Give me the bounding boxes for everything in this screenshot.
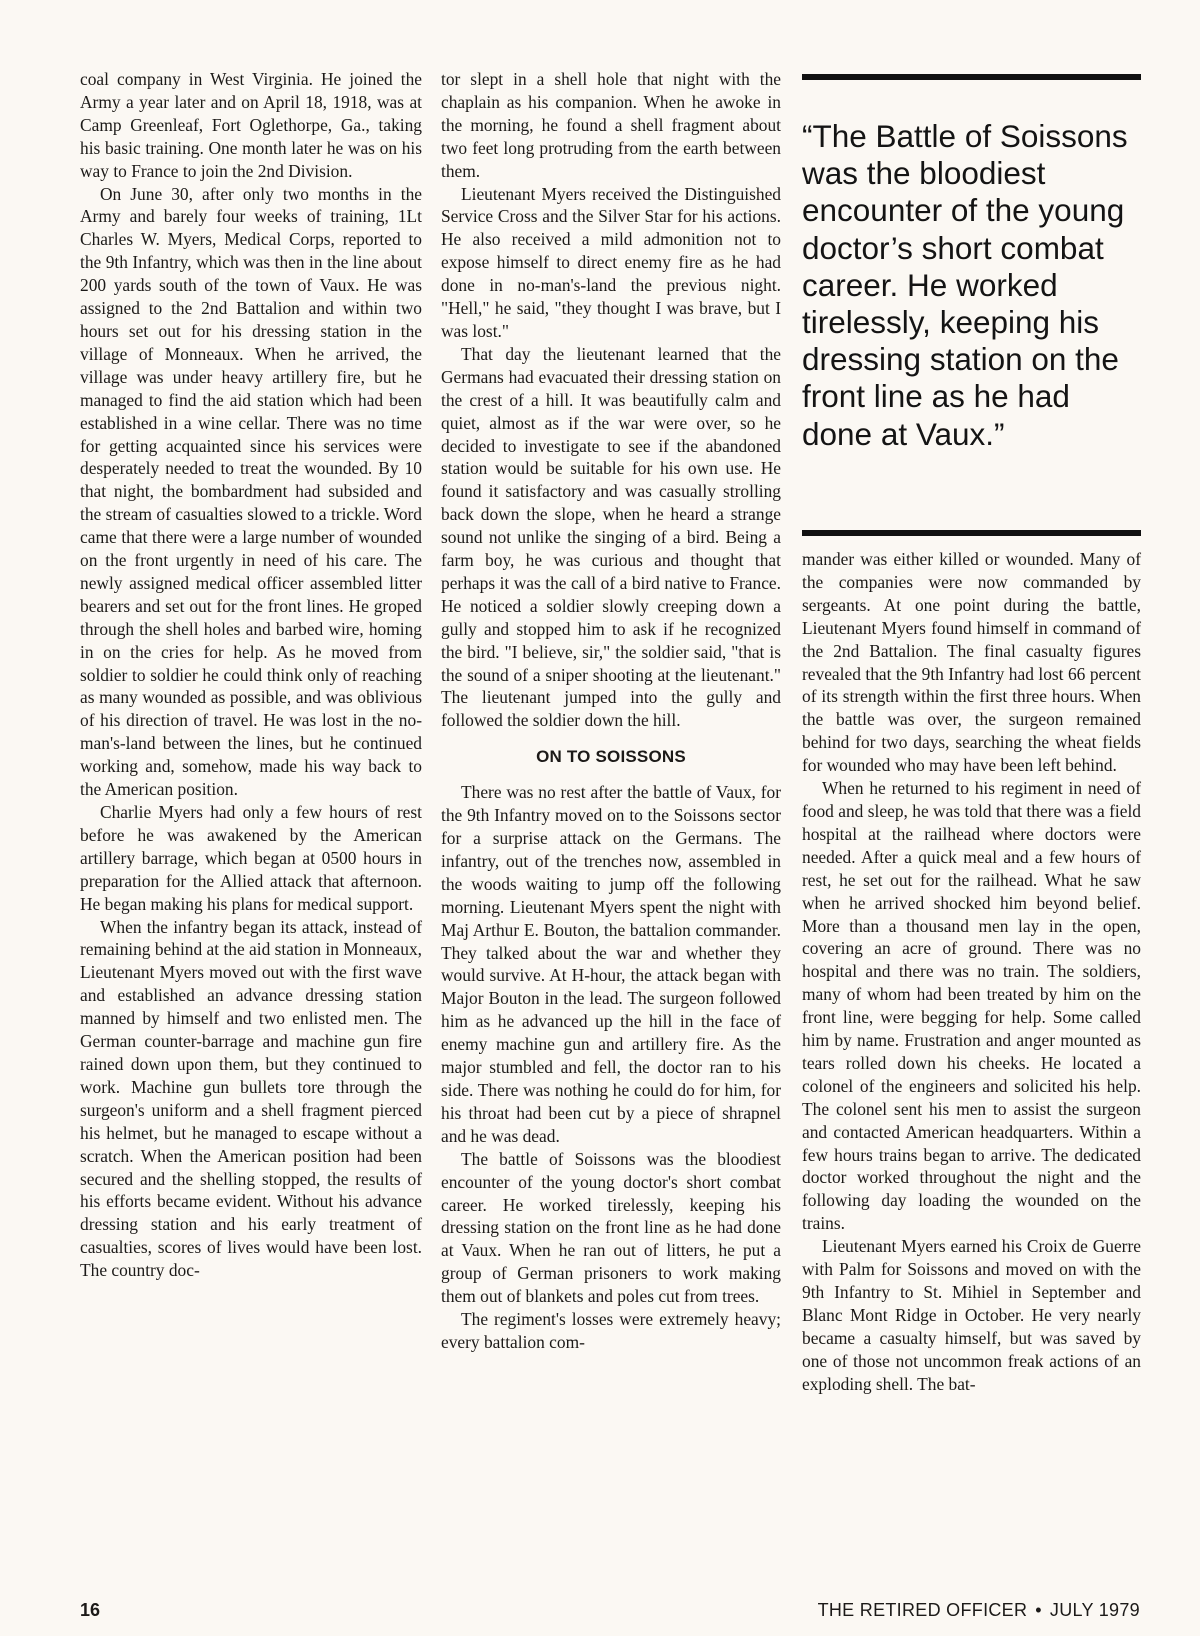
running-footer <box>818 1600 1140 1621</box>
issue-date: JULY 1979 <box>1049 1600 1140 1620</box>
publication-name: THE RETIRED OFFICER <box>817 1600 1028 1620</box>
paragraph: mander was either killed or wounded. Many of the companies were now commanded by sergeants. At one point during the battle, Lieutenant Myers found himself in command of the 2nd Battalion. The final casualty figures revealed that the 9th Infantry had lost 66 percent of its strength within the first three hours. When the battle was over, the surgeon remained behind for two days, searching the wheat fields for wounded who may have been left behind. <box>802 549 1141 776</box>
pullquote-top-rule <box>802 74 1141 80</box>
paragraph: Charlie Myers had only a few hours of rest before he was awakened by the American artillery barrage, which began at 0500 hours in preparation for the Allied attack that afternoon. He began making his plans for medical support. <box>80 802 422 914</box>
article-column-2 <box>441 68 781 1354</box>
paragraph: When he returned to his regiment in need of food and sleep, he was told that there was a field hospital at the railhead where doctors were needed. After a quick meal and a few hours of rest, he set out for the railhead. What he saw when he arrived shocked him beyond belief. More than a thousand men lay in the open, covering an acre of ground. There was no hospital and there was no train. The soldiers, many of whom had been treated by him on the front line, were begging for help. Some called him by name. Frustration and anger mounted as tears rolled down his cheeks. He located a colonel of the engineers and solicited his help. The colonel sent his men to assist the surgeon and contacted American headquarters. Within a few hours trains began to arrive. The dedicated doctor worked throughout the night and the following day loading the wounded on the trains. <box>802 778 1141 1234</box>
paragraph: The regiment's losses were extremely heavy; every battalion com- <box>441 1309 781 1352</box>
paragraph: Lieutenant Myers earned his Croix de Guerre with Palm for Soissons and moved on with the 9th Infantry to St. Mihiel in September and Blanc Mont Ridge in October. He very nearly became a casualty himself, but was saved by one of those not uncommon freak actions of an exploding shell. The bat- <box>802 1236 1141 1394</box>
paragraph: The battle of Soissons was the bloodiest encounter of the young doctor's short combat career. He worked tirelessly, keeping his dressing station on the front line as he had done at Vaux. When he ran out of litters, he put a group of German prisoners to work making them out of blankets and poles cut from trees. <box>441 1148 781 1307</box>
page-number: 16 <box>80 1600 101 1620</box>
pull-quote: “The Battle of Soissons was the bloodiest encounter of the young doctor’s short combat career. He worked tirelessly, keeping his dressing station on the front line as he had done at Vaux.” <box>802 118 1128 452</box>
article-column-3 <box>802 548 1141 1396</box>
paragraph: coal company in West Virginia. He joined the Army a year later and on April 18, 1918, was at Camp Greenleaf, Fort Oglethorpe, Ga., taking his basic training. One month later he was on his way to France to join the 2nd Division. <box>80 69 422 181</box>
pullquote-bottom-rule <box>802 530 1141 536</box>
paragraph: That day the lieutenant learned that the Germans had evacuated their dressing station on the crest of a hill. It was beautifully calm and quiet, almost as if the war were over, so he decided to investigate to see if the abandoned station would be suitable for his own use. He found it satisfactory and was casually strolling back down the slope, when he heard a strange sound not unlike the singing of a bird. Being a farm boy, he was curious and thought that perhaps it was the call of a bird native to France. He noticed a soldier slowly creeping down a gully and stopped him to ask if he recognized the bird. "I believe, sir," the soldier said, "that is the sound of a sniper shooting at the lieutenant." The lieutenant jumped into the gully and followed the soldier down the hill. <box>441 343 781 731</box>
paragraph: tor slept in a shell hole that night with the chaplain as his companion. When he awoke in the morning, he found a shell fragment about two feet long protruding from the earth between them. <box>441 69 781 181</box>
paragraph: On June 30, after only two months in the Army and barely four weeks of training, 1Lt Charles W. Myers, Medical Corps, reported to the 9th Infantry, which was then in the line about 200 yards south of the town of Vaux. He was assigned to the 2nd Battalion and within two hours set out for his dressing station in the village of Monneaux. When he arrived, the village was under heavy artillery fire, but he managed to find the aid station which had been established in a wine cellar. There was no time for getting acquainted since his services were desperately needed to treat the wounded. By 10 that night, the bombardment had subsided and the stream of casualties slowed to a trickle. Word came that there were a large number of wounded on the front urgently in need of his care. The newly assigned medical officer assembled litter bearers and set out for the front lines. He groped through the shell holes and barbed wire, homing in on the cries for help. As he moved from soldier to soldier he could think only of reaching as many wounded as possible, and was oblivious of his direction of travel. He was lost in the no-man's-land between the lines, but he continued working and, somehow, made his way back to the American position. <box>80 183 422 800</box>
paragraph: When the infantry began its attack, instead of remaining behind at the aid station in Monneaux, Lieutenant Myers moved out with the first wave and established an advance dressing station manned by himself and two enlisted men. The German counter-barrage and machine gun fire rained down upon them, but they continued to work. Machine gun bullets tore through the surgeon's uniform and a shell fragment pierced his helmet, but he managed to escape without a scratch. When the American position had been secured and the shelling stopped, the results of his efforts became evident. Without his advance dressing station and his early treatment of casualties, scores of lives would have been lost. The country doc- <box>80 916 422 1281</box>
section-subhead: ON TO SOISSONS <box>536 747 686 767</box>
separator-bullet: • <box>1035 1600 1042 1620</box>
paragraph: Lieutenant Myers received the Distinguished Service Cross and the Silver Star for his actions. He also received a mild admonition not to expose himself to direct enemy fire as he had done in no-man's-land the previous night. "Hell," he said, "they thought I was brave, but I was lost." <box>441 183 781 341</box>
paragraph: There was no rest after the battle of Vaux, for the 9th Infantry moved on to the Soissons sector for a surprise attack on the Germans. The infantry, out of the trenches now, assembled in the woods waiting to jump off the following morning. Lieutenant Myers spent the night with Maj Arthur E. Bouton, the battalion commander. They talked about the war and whether they would survive. At H-hour, the attack began with Major Bouton in the lead. The surgeon followed him as he advanced up the hill in the face of enemy machine gun and artillery fire. As the major stumbled and fell, the doctor ran to his side. There was nothing he could do for him, for his throat had been cut by a piece of shrapnel and he was dead. <box>441 782 781 1146</box>
article-column-1 <box>80 68 422 1282</box>
